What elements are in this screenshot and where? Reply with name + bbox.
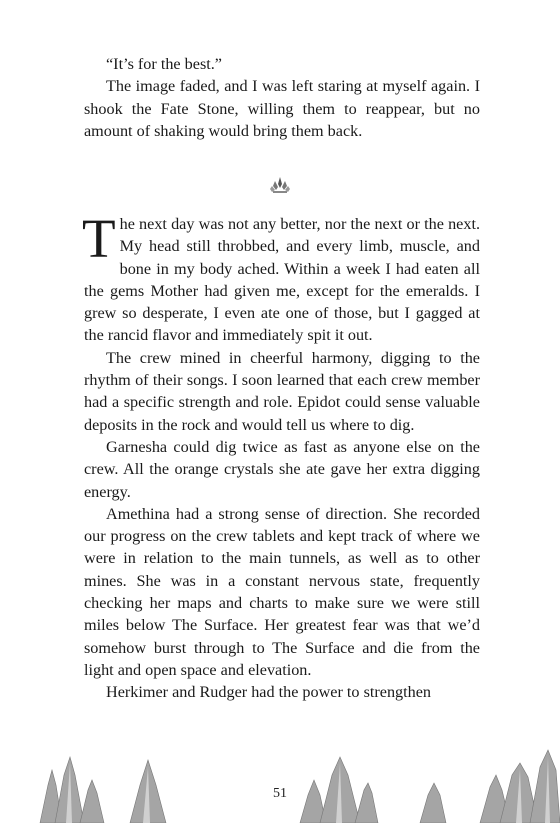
bottom-text-block bbox=[82, 208, 480, 704]
paragraph: The image faded, and I was left staring at myself again. I shook the Fate Stone, willing them to reappear, but no amount of shaking would bring them back. bbox=[84, 77, 480, 140]
paragraph: Garnesha could dig twice as fast as anyone else on the crew. All the orange crystals she ate gave her extra digging energy. bbox=[84, 437, 480, 501]
paragraph: The crew mined in cheerful harmony, digging to the rhythm of their songs. I soon learned that each crew member had a specific strength and role. Epidot could sense valuable deposits in the rock and would tell us where to dig. bbox=[84, 348, 480, 434]
top-text-block bbox=[84, 53, 480, 142]
drop-cap: T bbox=[82, 208, 116, 269]
page-number: 51 bbox=[273, 786, 287, 801]
paragraph bbox=[82, 208, 480, 347]
crystal-cluster-icon bbox=[269, 176, 291, 194]
paragraph: Amethina had a strong sense of direction. She recorded our progress on the crew tablets and kept track of where we were in relation to the main tunnels, as well as to other mines. She was in a constant nervous state, frequently checking her maps and charts to make sure we were still miles below The Surface. Her greatest fear was that we’d somehow burst through to The Surface and die from the light and open space and elevation. bbox=[84, 504, 480, 679]
crystal-border-illustration bbox=[0, 745, 560, 823]
paragraph: “It’s for the best.” bbox=[106, 55, 222, 73]
paragraph-text: he next day was not any better, nor the next or the next. My head still throbbed, and every limb, muscle, and bone in my body ached. Within a week I had eaten all the gems Mother had given me, except for the emeralds. I grew so desperate, I even ate one of those, but I gagged at the rancid flavor and immediately spit it out. bbox=[84, 215, 480, 345]
paragraph: Herkimer and Rudger had the power to strengthen bbox=[106, 683, 431, 702]
